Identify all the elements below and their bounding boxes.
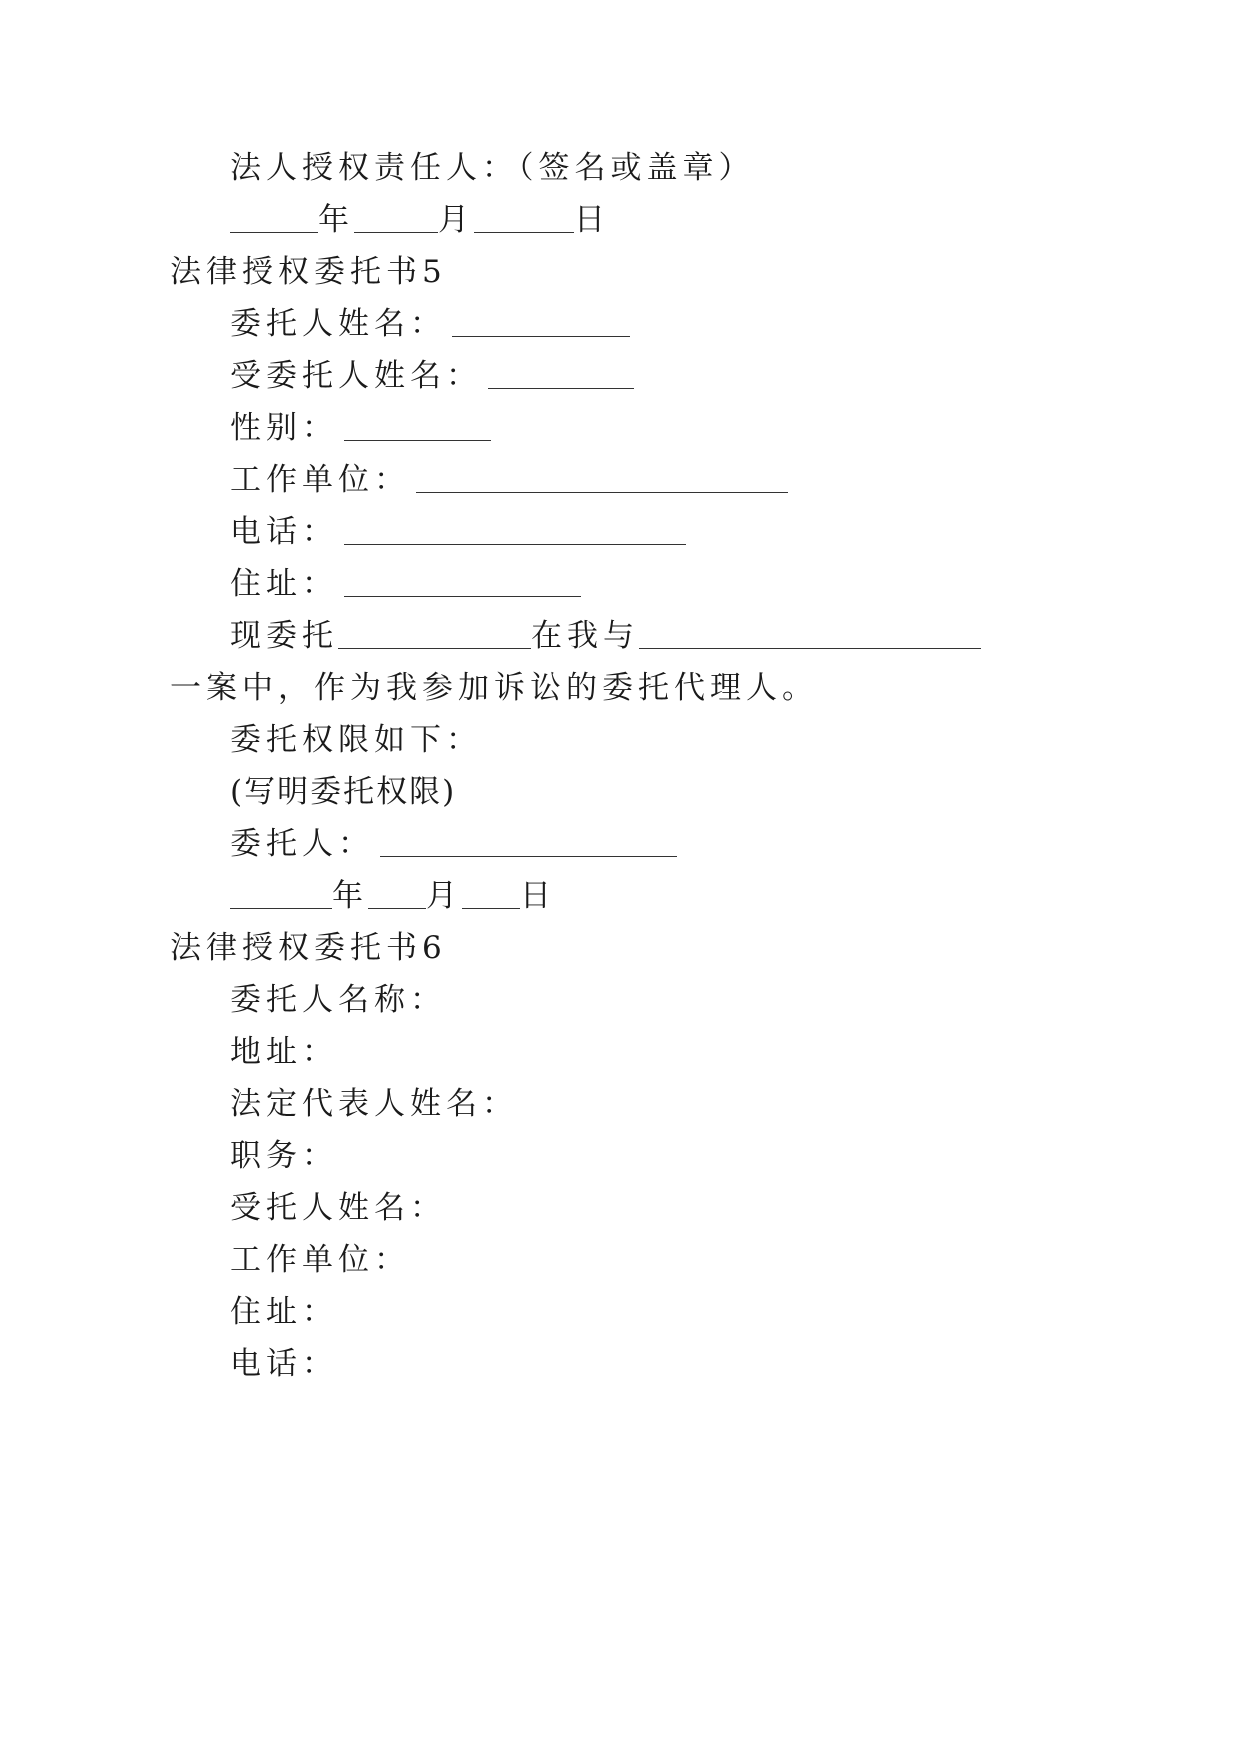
- section-title-5: 法律授权委托书5: [170, 254, 447, 290]
- principal-sign-field[interactable]: [380, 819, 677, 869]
- day-blank[interactable]: [462, 871, 520, 921]
- principal-name-field[interactable]: [452, 299, 630, 349]
- position-row: 职务：: [230, 1138, 338, 1174]
- employer-row: 工作单位：: [230, 455, 788, 505]
- employer-field[interactable]: [416, 455, 788, 505]
- year-blank[interactable]: [230, 871, 332, 921]
- phone-row-6: 电话：: [230, 1346, 338, 1382]
- month-blank[interactable]: [368, 871, 426, 921]
- agent-name-row-6: 受托人姓名：: [230, 1190, 446, 1226]
- principal-name-row: 委托人姓名：: [230, 299, 630, 349]
- phone-field[interactable]: [344, 507, 686, 557]
- employer-row-6: 工作单位：: [230, 1242, 410, 1278]
- entrust-row: 现委托 在我与: [230, 611, 981, 661]
- legal-rep-row: 法定代表人姓名：: [230, 1086, 518, 1122]
- section-title-6: 法律授权委托书6: [170, 930, 447, 966]
- day-blank[interactable]: [474, 195, 574, 245]
- authority-label: 委托权限如下：: [230, 722, 482, 758]
- agent-name-row: 受委托人姓名：: [230, 351, 634, 401]
- entrusted-party-field[interactable]: [338, 611, 531, 661]
- address-row-6: 地址：: [230, 1034, 338, 1070]
- agent-name-field[interactable]: [488, 351, 634, 401]
- entrust-continuation: 一案中，作为我参加诉讼的委托代理人。: [170, 670, 818, 706]
- address2-row-6: 住址：: [230, 1294, 338, 1330]
- phone-row: 电话：: [230, 507, 686, 557]
- address-field[interactable]: [344, 559, 581, 609]
- address-row: 住址：: [230, 559, 581, 609]
- signature-line: 法人授权责任人：（签名或盖章）: [230, 150, 755, 186]
- principal-sign-row: 委托人：: [230, 819, 677, 869]
- date-line-5: 年 月 日: [230, 871, 556, 921]
- date-line-4: 年 月 日: [230, 195, 610, 245]
- year-blank[interactable]: [230, 195, 318, 245]
- opposing-party-field[interactable]: [639, 611, 981, 661]
- authority-note: (写明委托权限): [230, 774, 457, 810]
- month-blank[interactable]: [354, 195, 438, 245]
- gender-field[interactable]: [344, 403, 491, 453]
- principal-entity-row: 委托人名称：: [230, 982, 446, 1018]
- gender-row: 性别：: [230, 403, 491, 453]
